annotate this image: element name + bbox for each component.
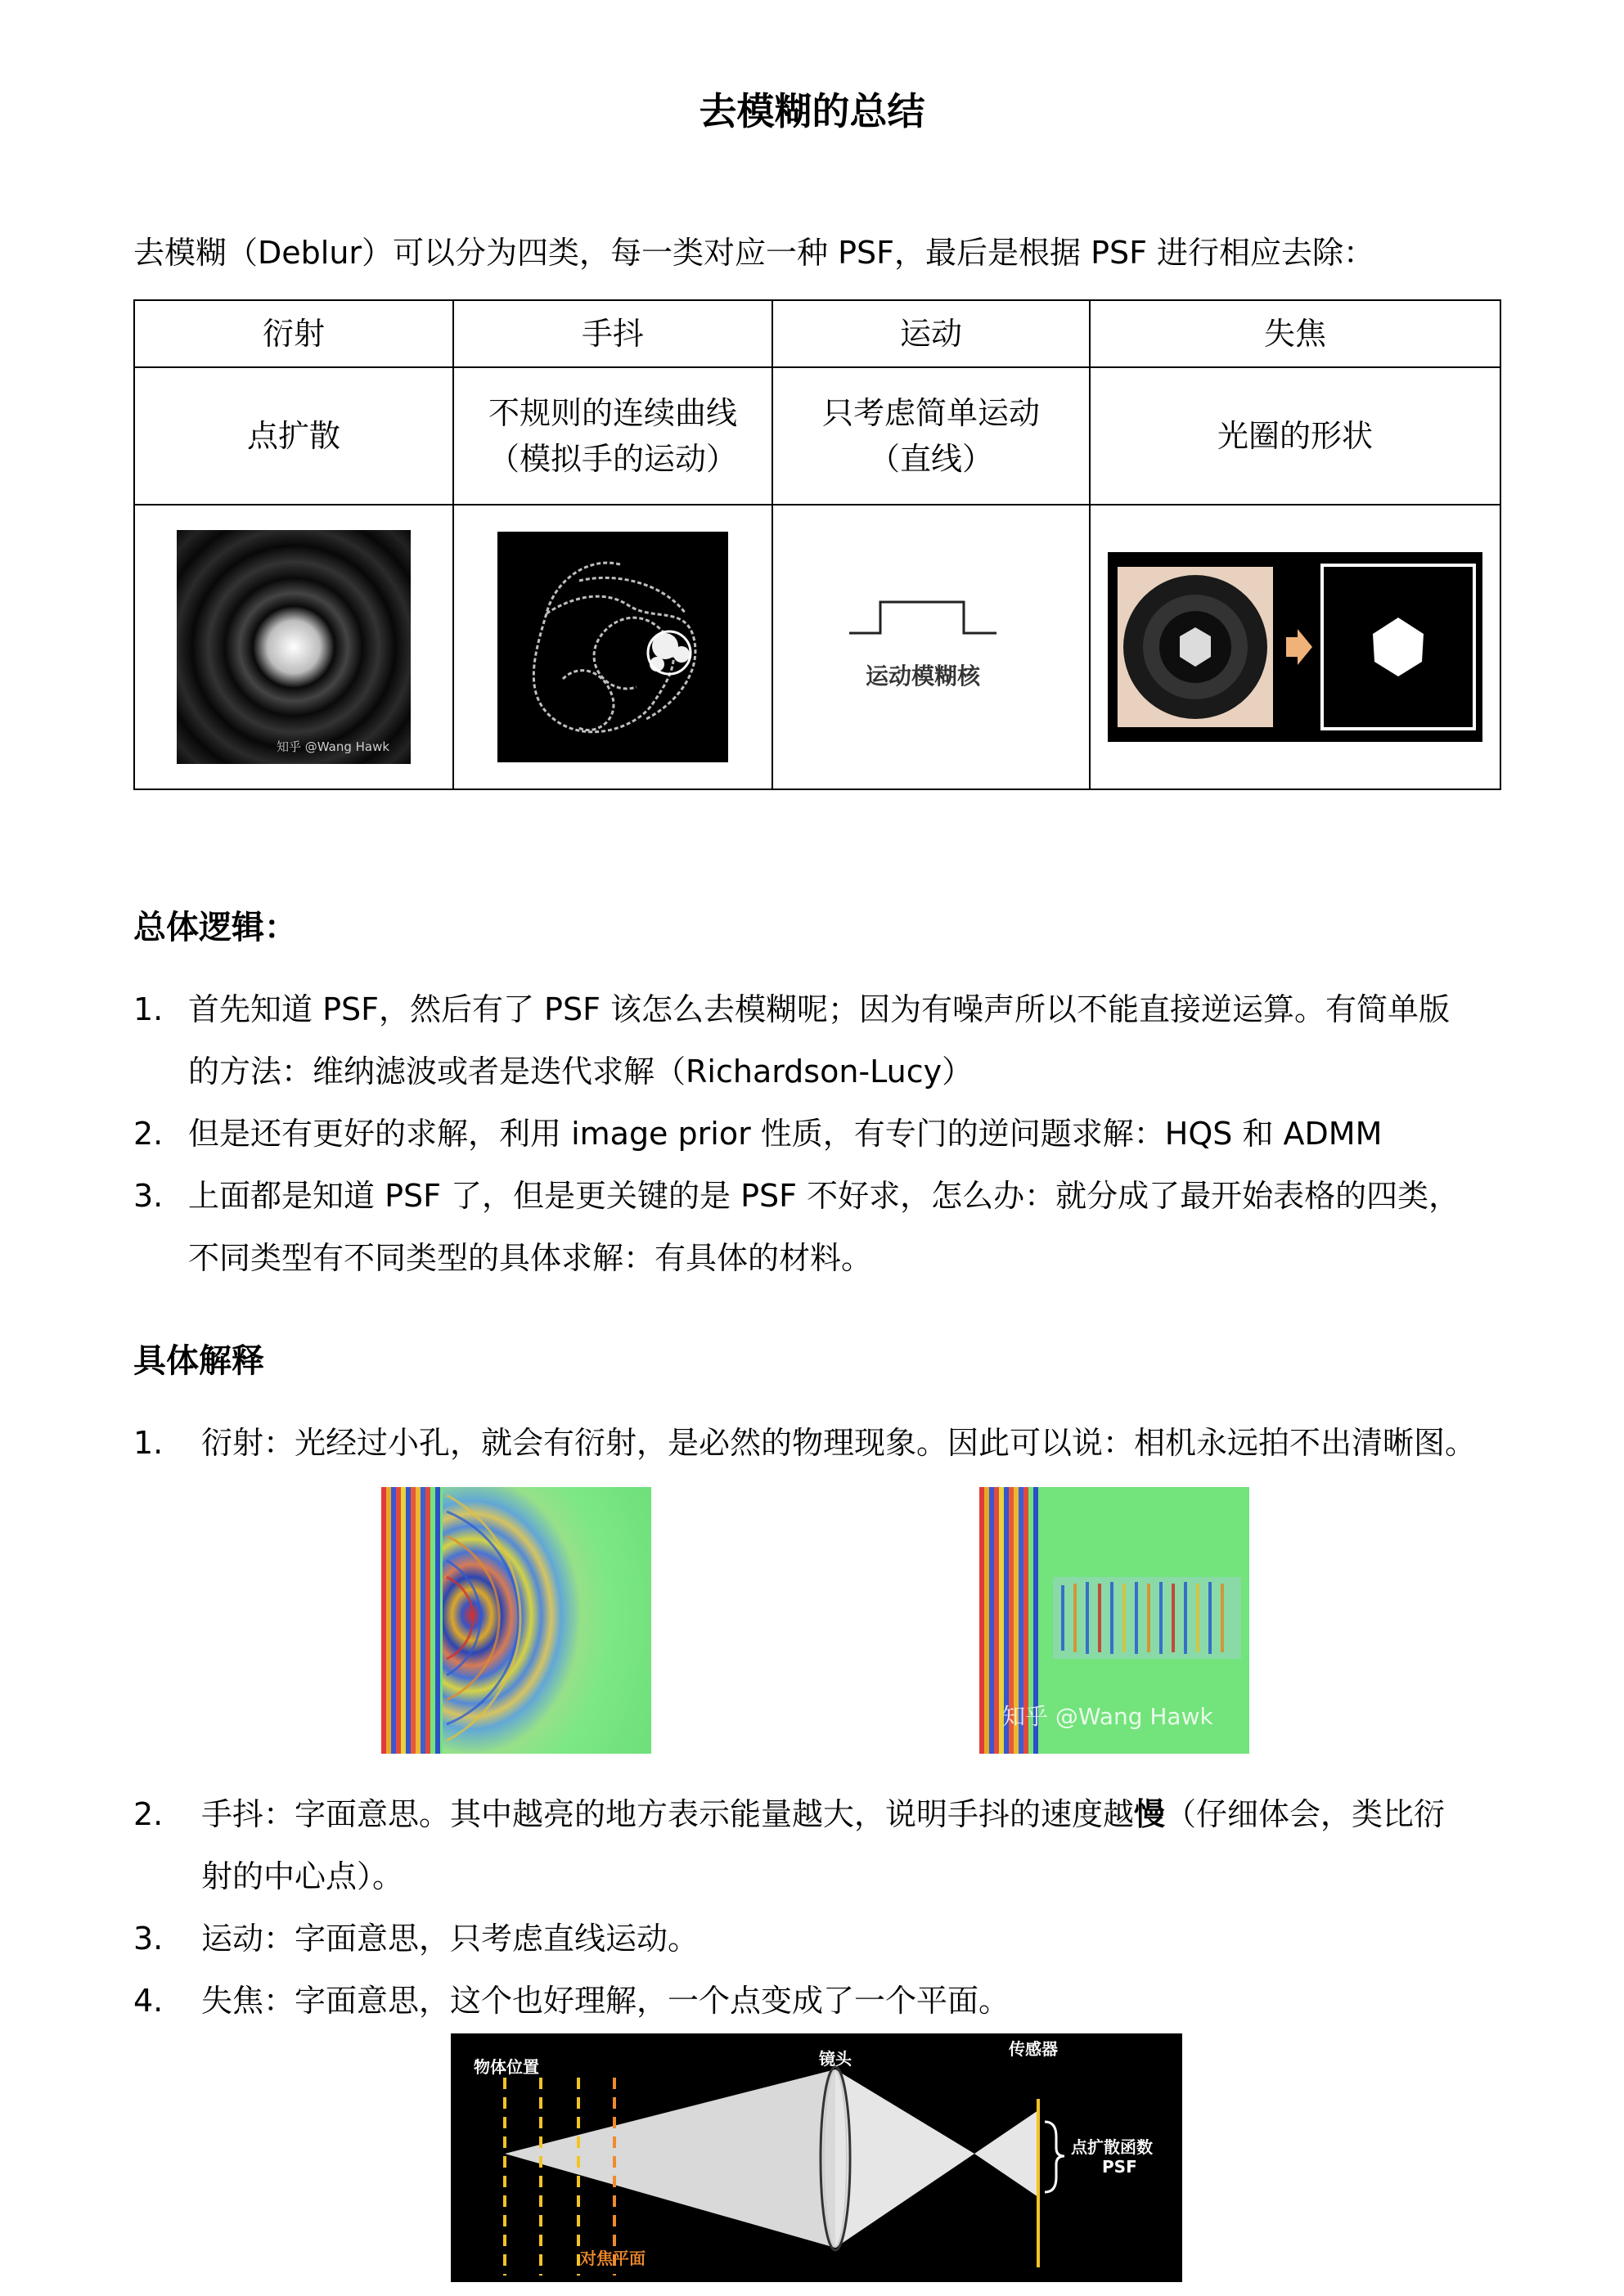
psf-label-line2: PSF [1102,2157,1137,2177]
desc-hand-shake: 不规则的连续曲线 （模拟手的运动） [453,367,772,505]
focal-plane-label: 对焦平面 [580,2249,646,2268]
diffraction-wave-image-1 [381,1487,651,1754]
img-cell-motion [772,505,1090,789]
sensor-label: 传感器 [1009,2039,1058,2059]
object-position-label: 物体位置 [474,2057,539,2077]
desc-diffraction: 点扩散 [134,367,453,505]
psf-label-line1: 点扩散函数 [1071,2137,1153,2157]
diffraction-wave-image-2 [979,1487,1249,1754]
img-cell-hand-shake [453,505,772,789]
airy-watermark: 知乎 @Wang Hawk [277,739,390,754]
desc-motion: 只考虑简单运动 （直线） [772,367,1090,505]
motion-kernel-label: 运动模糊核 [865,663,981,690]
logic-item-3-cont: 不同类型有不同类型的具体求解：有具体的材料。 [188,1240,873,1276]
img-cell-diffraction [134,505,453,789]
lens-label: 镜头 [819,2049,852,2069]
psf-table [133,299,1501,790]
desc-defocus: 光圈的形状 [1090,367,1500,505]
section-logic-heading: 总体逻辑： [133,909,297,946]
explain-item-2-cont: 射的中心点）。 [201,1858,404,1894]
header-hand-shake: 手抖 [453,300,772,367]
hand-shake-kernel-image [497,532,728,762]
wave-watermark: 知乎 @Wang Hawk [1002,1703,1213,1730]
defocus-diagram [451,2033,1182,2282]
airy-disk-image [177,530,411,764]
img-cell-defocus [1090,505,1500,789]
logic-item-1-cont: 的方法：维纳滤波或者是迭代求解（Richardson-Lucy） [188,1054,974,1090]
page-title: 去模糊的总结 [699,89,925,133]
header-diffraction: 衍射 [134,300,453,367]
header-defocus: 失焦 [1090,300,1500,367]
section-explain-heading: 具体解释 [133,1342,264,1380]
intro-text: 去模糊（Deblur）可以分为四类，每一类对应一种 PSF，最后是根据 PSF 进行相应去除： [133,235,1375,271]
aperture-shape-image [1108,552,1482,742]
header-motion: 运动 [772,300,1090,367]
motion-kernel-image [841,586,1021,708]
